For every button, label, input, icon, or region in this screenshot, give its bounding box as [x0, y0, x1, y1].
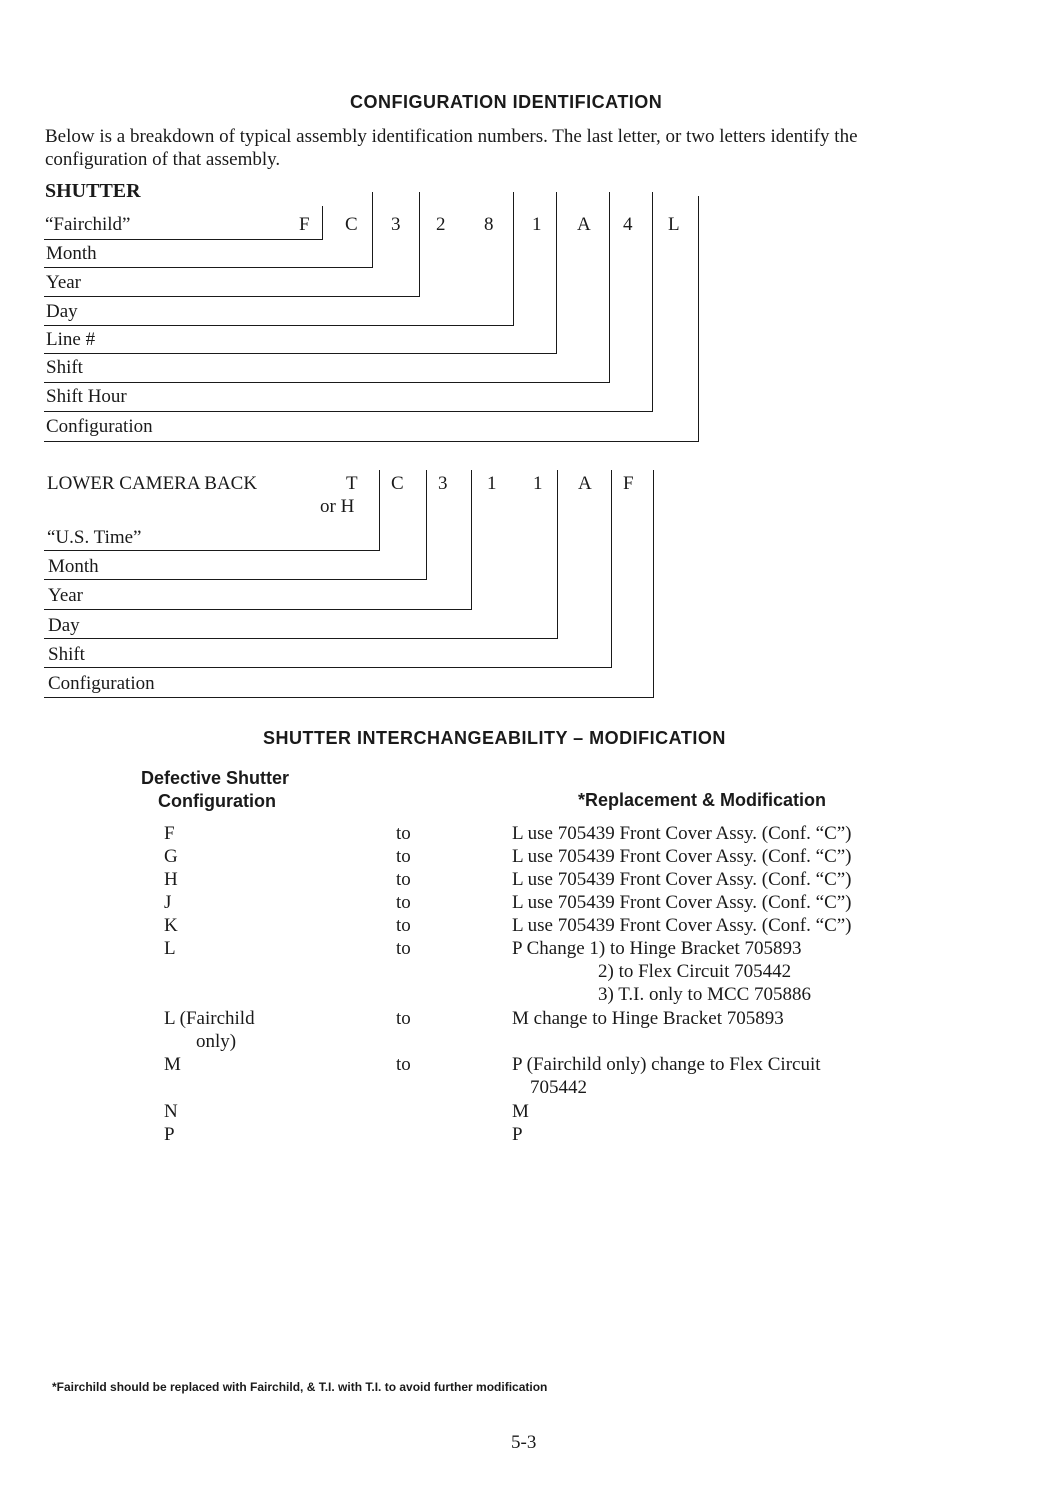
shutter-vline-1: [322, 206, 323, 240]
row-replacement: 2) to Flex Circuit 705442: [598, 961, 792, 982]
lower-line-1: [44, 550, 379, 551]
lower-line-6: [44, 697, 653, 698]
shutter-label-year: Year: [46, 272, 82, 293]
row-from: G: [164, 846, 178, 867]
row-from: J: [164, 892, 172, 913]
lower-vline-4: [557, 470, 558, 639]
row-replacement: L use 705439 Front Cover Assy. (Conf. “C”): [512, 892, 852, 913]
shutter-vline-6: [609, 192, 610, 383]
shutter-code-2: C: [345, 214, 358, 235]
shutter-vline-4: [513, 192, 514, 326]
row-replacement: P (Fairchild only) change to Flex Circuit: [512, 1054, 821, 1075]
lower-code-6: A: [578, 473, 592, 494]
shutter-label-fairchild: “Fairchild”: [45, 214, 131, 235]
col-header-defective-1: Defective Shutter: [141, 768, 290, 788]
row-replacement: 3) T.I. only to MCC 705886: [598, 984, 812, 1005]
row-to: to: [396, 915, 411, 936]
page-number: 5-3: [511, 1432, 537, 1453]
col-header-replacement: *Replacement & Modification: [578, 790, 827, 810]
row-replacement: P Change 1) to Hinge Bracket 705893: [512, 938, 802, 959]
lower-code-3: 3: [438, 473, 448, 494]
shutter-code-6: 1: [532, 214, 542, 235]
lower-vline-6: [653, 470, 654, 698]
row-from: H: [164, 869, 178, 890]
row-to: to: [396, 892, 411, 913]
lower-label-shift: Shift: [48, 644, 85, 665]
lower-label-month: Month: [48, 556, 99, 577]
shutter-code-4: 2: [436, 214, 446, 235]
shutter-vline-7: [652, 192, 653, 412]
row-to: to: [396, 1008, 411, 1029]
row-from: M: [164, 1054, 181, 1075]
lower-vline-5: [611, 470, 612, 668]
shutter-vline-8: [698, 196, 699, 442]
shutter-vline-2: [372, 192, 373, 268]
row-to: to: [396, 1054, 411, 1075]
lower-code-1-alt: or H: [320, 496, 355, 517]
shutter-code-8: 4: [623, 214, 633, 235]
shutter-code-9: L: [668, 214, 680, 235]
row-from: only): [196, 1031, 237, 1052]
row-from: N: [164, 1101, 178, 1122]
row-from: F: [164, 823, 175, 844]
lower-vline-1: [379, 470, 380, 551]
lower-label-ustime: “U.S. Time”: [47, 527, 142, 548]
row-from: K: [164, 915, 178, 936]
shutter-label-day: Day: [46, 301, 78, 322]
shutter-line-8: [44, 441, 698, 442]
shutter-label-shift-hour: Shift Hour: [46, 386, 127, 407]
shutter-line-6: [44, 382, 609, 383]
shutter-label-shift: Shift: [46, 357, 83, 378]
lower-line-2: [44, 579, 426, 580]
row-to: to: [396, 869, 411, 890]
lower-code-2: C: [391, 473, 404, 494]
shutter-vline-5: [556, 192, 557, 354]
row-to: to: [396, 823, 411, 844]
shutter-code-3: 3: [391, 214, 401, 235]
lower-code-1: T: [346, 473, 358, 494]
row-to: to: [396, 938, 411, 959]
footnote: *Fairchild should be replaced with Fairchild, & T.I. with T.I. to avoid further modification: [52, 1380, 548, 1394]
lower-line-5: [44, 667, 611, 668]
row-from: L (Fairchild: [164, 1008, 255, 1029]
row-replacement: M: [512, 1101, 529, 1122]
shutter-label-month: Month: [46, 243, 97, 264]
lower-vline-2: [426, 470, 427, 580]
intro-line-1: Below is a breakdown of typical assembly identification numbers. The last letter, or two letters identify the: [45, 126, 858, 147]
lower-code-4: 1: [487, 473, 497, 494]
row-to: to: [396, 846, 411, 867]
row-replacement: M change to Hinge Bracket 705893: [512, 1008, 784, 1029]
shutter-line-3: [44, 296, 419, 297]
shutter-line-5: [44, 353, 556, 354]
row-replacement: L use 705439 Front Cover Assy. (Conf. “C”): [512, 846, 852, 867]
lower-label-configuration: Configuration: [48, 673, 155, 694]
col-header-defective-2: Configuration: [158, 791, 276, 811]
shutter-label-configuration: Configuration: [46, 416, 153, 437]
row-replacement: L use 705439 Front Cover Assy. (Conf. “C”): [512, 915, 852, 936]
shutter-line-4: [44, 325, 513, 326]
row-from: L: [164, 938, 176, 959]
shutter-code-5: 8: [484, 214, 494, 235]
page-title: CONFIGURATION IDENTIFICATION: [350, 92, 663, 112]
lower-label-day: Day: [48, 615, 80, 636]
lower-label-year: Year: [48, 585, 84, 606]
shutter-line-7: [44, 411, 652, 412]
lower-line-4: [44, 638, 557, 639]
shutter-line-1: [44, 239, 322, 240]
interchange-title: SHUTTER INTERCHANGEABILITY – MODIFICATION: [263, 728, 726, 748]
shutter-heading: SHUTTER: [45, 180, 141, 202]
lower-back-heading: LOWER CAMERA BACK: [47, 473, 258, 494]
row-replacement: P: [512, 1124, 523, 1145]
shutter-code-1: F: [299, 214, 310, 235]
shutter-vline-3: [419, 192, 420, 297]
row-replacement: L use 705439 Front Cover Assy. (Conf. “C”): [512, 869, 852, 890]
shutter-code-7: A: [577, 214, 591, 235]
shutter-line-2: [44, 267, 372, 268]
row-replacement: L use 705439 Front Cover Assy. (Conf. “C”): [512, 823, 852, 844]
lower-vline-3: [471, 470, 472, 610]
row-replacement: 705442: [530, 1077, 587, 1098]
shutter-label-line: Line #: [46, 329, 96, 350]
lower-code-5: 1: [533, 473, 543, 494]
lower-line-3: [44, 609, 471, 610]
row-from: P: [164, 1124, 175, 1145]
lower-code-7: F: [623, 473, 634, 494]
intro-line-2: configuration of that assembly.: [45, 149, 281, 170]
